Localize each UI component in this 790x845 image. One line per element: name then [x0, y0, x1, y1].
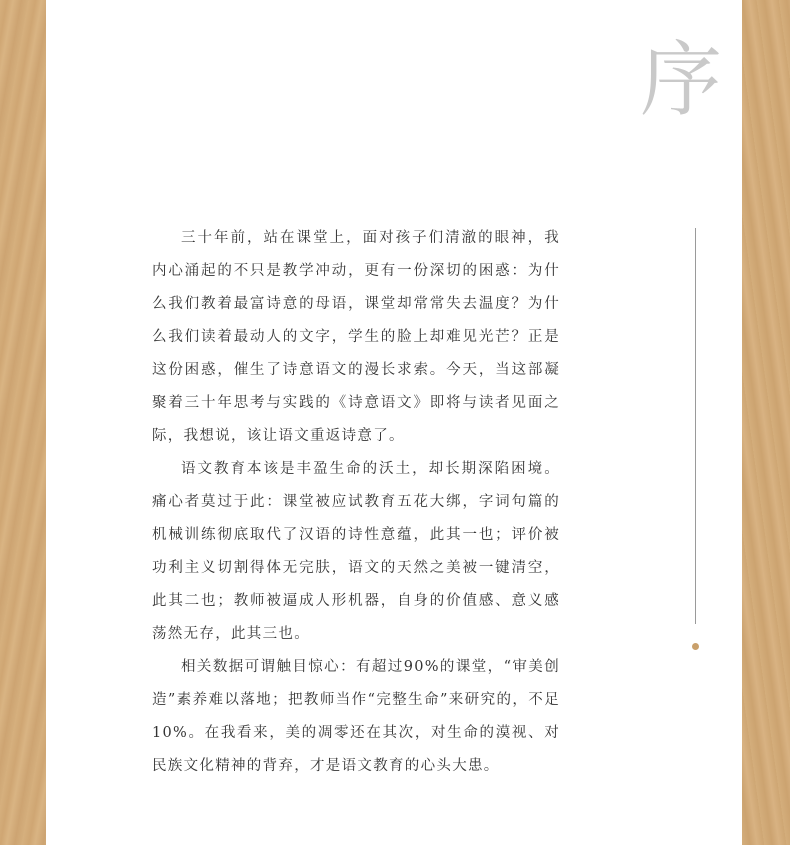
accent-dot	[692, 643, 699, 650]
wood-frame-left	[0, 0, 46, 845]
paragraph-3: 相关数据可谓触目惊心：有超过90%的课堂，“审美创造”素养难以落地；把教师当作“完整生命”来研究的，不足10%。在我看来，美的凋零还在其次，对生命的漠视、对民族文化精神的背弃，才是语文教育的心头大患。	[152, 659, 560, 774]
page-heading: 序	[640, 33, 723, 128]
document-page	[46, 0, 742, 845]
paragraph-1: 三十年前，站在课堂上，面对孩子们清澈的眼神，我内心涌起的不只是教学冲动，更有一份深切的困惑：为什么我们教着最富诗意的母语，课堂却常常失去温度？为什么我们读着最动人的文字，学生的脸上却难见光芒？正是这份困惑，催生了诗意语文的漫长求索。今天，当这部凝聚着三十年思考与实践的《诗意语文》即将与读者见面之际，我想说，该让语文重返诗意了。	[152, 230, 560, 444]
paragraph-2: 语文教育本该是丰盈生命的沃土，却长期深陷困境。痛心者莫过于此：课堂被应试教育五花大绑，字词句篇的机械训练彻底取代了汉语的诗性意蕴，此其一也；评价被功利主义切割得体无完肤，语文的天然之美被一键清空，此其二也；教师被逼成人形机器，自身的价值感、意义感荡然无存，此其三也。	[152, 461, 560, 642]
vertical-divider	[695, 228, 696, 624]
preface-body	[152, 222, 560, 783]
wood-frame-right	[742, 0, 790, 845]
